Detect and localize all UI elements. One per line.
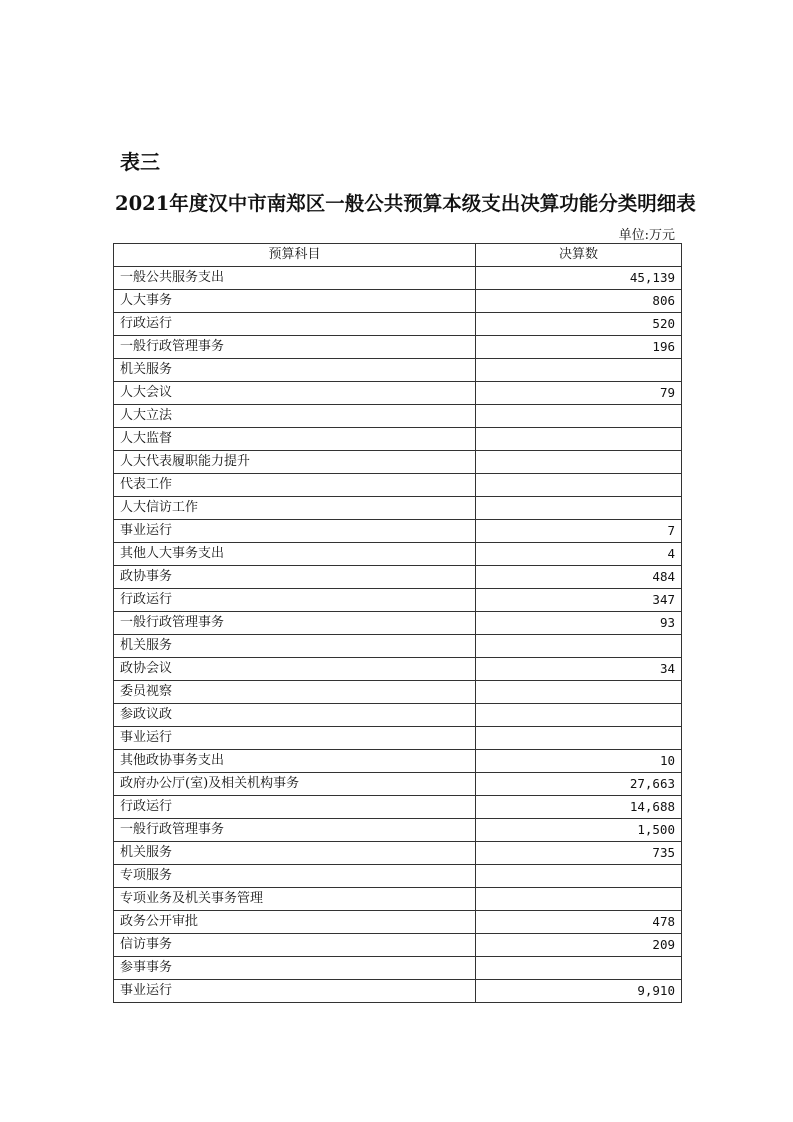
row-subject: 委员视察 <box>114 681 476 704</box>
row-subject: 信访事务 <box>114 934 476 957</box>
row-subject: 人大代表履职能力提升 <box>114 451 476 474</box>
table-row <box>114 750 682 773</box>
row-amount: 347 <box>476 589 682 612</box>
row-subject: 机关服务 <box>114 359 476 382</box>
table-row <box>114 957 682 980</box>
budget-table <box>113 243 682 1003</box>
row-subject: 人大监督 <box>114 428 476 451</box>
table-row <box>114 934 682 957</box>
table-row <box>114 865 682 888</box>
table-row <box>114 428 682 451</box>
table-label: 表三 <box>120 150 160 174</box>
row-subject: 专项服务 <box>114 865 476 888</box>
row-amount: 209 <box>476 934 682 957</box>
table-row <box>114 566 682 589</box>
table-row <box>114 681 682 704</box>
row-amount: 520 <box>476 313 682 336</box>
table-row <box>114 290 682 313</box>
row-subject: 人大信访工作 <box>114 497 476 520</box>
table-row <box>114 589 682 612</box>
header-subject: 预算科目 <box>114 244 476 267</box>
row-amount <box>476 497 682 520</box>
row-amount: 14,688 <box>476 796 682 819</box>
row-subject: 行政运行 <box>114 796 476 819</box>
row-amount <box>476 474 682 497</box>
table-row <box>114 405 682 428</box>
row-subject: 一般公共服务支出 <box>114 267 476 290</box>
table-row <box>114 796 682 819</box>
table-row <box>114 520 682 543</box>
row-amount <box>476 704 682 727</box>
row-amount <box>476 865 682 888</box>
page-title: 2021年度汉中市南郑区一般公共预算本级支出决算功能分类明细表 <box>115 192 696 215</box>
row-amount <box>476 451 682 474</box>
row-subject: 一般行政管理事务 <box>114 612 476 635</box>
table-header-row <box>114 244 682 267</box>
row-amount <box>476 957 682 980</box>
row-amount <box>476 727 682 750</box>
table-row <box>114 313 682 336</box>
row-amount <box>476 359 682 382</box>
row-subject: 其他政协事务支出 <box>114 750 476 773</box>
row-subject: 一般行政管理事务 <box>114 819 476 842</box>
row-subject: 一般行政管理事务 <box>114 336 476 359</box>
table-row <box>114 474 682 497</box>
table-row <box>114 382 682 405</box>
table-row <box>114 980 682 1003</box>
row-amount: 93 <box>476 612 682 635</box>
row-amount: 79 <box>476 382 682 405</box>
table-row <box>114 359 682 382</box>
row-amount: 735 <box>476 842 682 865</box>
table-row <box>114 658 682 681</box>
table-row <box>114 911 682 934</box>
row-subject: 行政运行 <box>114 589 476 612</box>
unit-label: 单位:万元 <box>618 228 675 243</box>
row-subject: 人大立法 <box>114 405 476 428</box>
row-subject: 行政运行 <box>114 313 476 336</box>
row-amount: 196 <box>476 336 682 359</box>
row-subject: 专项业务及机关事务管理 <box>114 888 476 911</box>
row-subject: 事业运行 <box>114 980 476 1003</box>
row-subject: 事业运行 <box>114 727 476 750</box>
row-subject: 政府办公厅(室)及相关机构事务 <box>114 773 476 796</box>
table-row <box>114 773 682 796</box>
row-amount: 45,139 <box>476 267 682 290</box>
row-subject: 事业运行 <box>114 520 476 543</box>
row-subject: 机关服务 <box>114 635 476 658</box>
row-amount <box>476 405 682 428</box>
table-row <box>114 819 682 842</box>
row-amount: 27,663 <box>476 773 682 796</box>
row-subject: 机关服务 <box>114 842 476 865</box>
row-subject: 其他人大事务支出 <box>114 543 476 566</box>
table-row <box>114 336 682 359</box>
row-subject: 人大事务 <box>114 290 476 313</box>
table-row <box>114 704 682 727</box>
row-amount: 4 <box>476 543 682 566</box>
table-row <box>114 451 682 474</box>
row-amount: 806 <box>476 290 682 313</box>
row-amount: 484 <box>476 566 682 589</box>
row-amount <box>476 428 682 451</box>
row-subject: 参事事务 <box>114 957 476 980</box>
table-row <box>114 727 682 750</box>
row-subject: 人大会议 <box>114 382 476 405</box>
row-amount: 478 <box>476 911 682 934</box>
table-row <box>114 888 682 911</box>
table-row <box>114 635 682 658</box>
row-subject: 代表工作 <box>114 474 476 497</box>
row-amount: 1,500 <box>476 819 682 842</box>
table-row <box>114 842 682 865</box>
row-subject: 参政议政 <box>114 704 476 727</box>
table-row <box>114 497 682 520</box>
table-row <box>114 612 682 635</box>
row-amount: 7 <box>476 520 682 543</box>
row-amount: 34 <box>476 658 682 681</box>
row-amount <box>476 681 682 704</box>
row-amount: 10 <box>476 750 682 773</box>
row-amount <box>476 635 682 658</box>
row-subject: 政协会议 <box>114 658 476 681</box>
row-amount: 9,910 <box>476 980 682 1003</box>
table-row <box>114 267 682 290</box>
row-subject: 政协事务 <box>114 566 476 589</box>
header-amount: 决算数 <box>476 244 682 267</box>
row-subject: 政务公开审批 <box>114 911 476 934</box>
row-amount <box>476 888 682 911</box>
table-row <box>114 543 682 566</box>
